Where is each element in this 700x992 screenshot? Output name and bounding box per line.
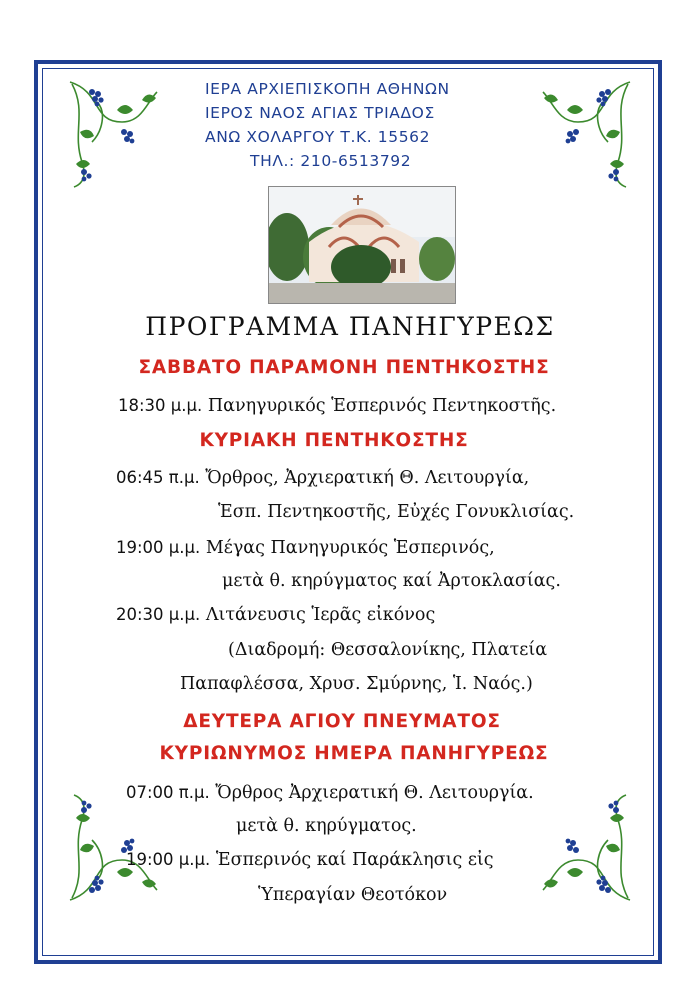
page-title: ΠΡΟΓΡΑΜΜΑ ΠΑΝΗΓΥΡΕΩΣ [145,312,555,341]
day3-item2-time: 19:00 μ.μ. [126,850,211,869]
day3-item1-time: 07:00 π.μ. [126,783,210,802]
church-photo [268,186,456,304]
day3-item2 [126,850,494,870]
day3-item1 [126,783,534,803]
day2-item3 [116,605,435,625]
day1-item1-time: 18:30 μ.μ. [118,396,203,415]
day3-item2-text: Ἑσπερινός καί Παράκλησις εἰς [215,850,494,870]
day2-heading: ΚΥΡΙΑΚΗ ΠΕΝΤΗΚΟΣΤΗΣ [199,430,469,451]
day2-item1 [116,468,529,488]
day1-heading: ΣΑΒΒΑΤΟ ΠΑΡΑΜΟΝΗ ΠΕΝΤΗΚΟΣΤΗΣ [138,357,550,378]
day2-item3-text: Λιτάνευσις Ἱερᾶς εἰκόνος [205,605,436,625]
day3-subheading: ΚΥΡΙΩΝΥΜΟΣ ΗΜΕΡΑ ΠΑΝΗΓΥΡΕΩΣ [159,743,549,764]
day3-item2-continuation: Ὑπεραγίαν Θεοτόκον [258,885,448,905]
day3-item1-continuation: μετὰ θ. κηρύγματος. [236,816,417,836]
day2-item2 [116,538,495,558]
day3-heading: ΔΕΥΤΕΡΑ ΑΓΙΟΥ ΠΝΕΥΜΑΤΟΣ [183,711,501,732]
header-archdiocese: ΙΕΡΑ ΑΡΧΙΕΠΙΣΚΟΠΗ ΑΘΗΝΩΝ [205,80,450,98]
day2-item3-continuation-2: Παπαφλέσσα, Χρυσ. Σμύρνης, Ἱ. Ναός.) [180,674,533,694]
header-church-name: ΙΕΡΟΣ ΝΑΟΣ ΑΓΙΑΣ ΤΡΙΑΔΟΣ [205,104,435,122]
day2-item1-text: Ὄρθρος, Ἀρχιερατική Θ. Λειτουργία, [205,468,530,488]
day2-item2-time: 19:00 μ.μ. [116,538,201,557]
vine-ornament-bottom-right [528,790,638,910]
header-phone: ΤΗΛ.: 210-6513792 [250,152,412,170]
day2-item3-continuation-1: (Διαδρομή: Θεσσαλονίκης, Πλατεία [228,640,548,660]
day2-item2-text: Μέγας Πανηγυρικός Ἑσπερινός, [205,538,495,558]
vine-ornament-top-left [62,72,172,192]
day2-item1-continuation: Ἑσπ. Πεντηκοστῆς, Εὐχές Γονυκλισίας. [218,502,575,522]
day1-item1 [118,396,556,416]
day2-item1-time: 06:45 π.μ. [116,468,200,487]
day2-item2-continuation: μετὰ θ. κηρύγματος καί Ἀρτοκλασίας. [222,571,561,591]
day3-item1-text: Ὄρθρος Ἀρχιερατική Θ. Λειτουργία. [215,783,534,803]
day2-item3-time: 20:30 μ.μ. [116,605,201,624]
day1-item1-text: Πανηγυρικός Ἑσπερινός Πεντηκοστῆς. [207,396,557,416]
header-address: ΑΝΩ ΧΟΛΑΡΓΟΥ Τ.Κ. 15562 [205,128,431,146]
